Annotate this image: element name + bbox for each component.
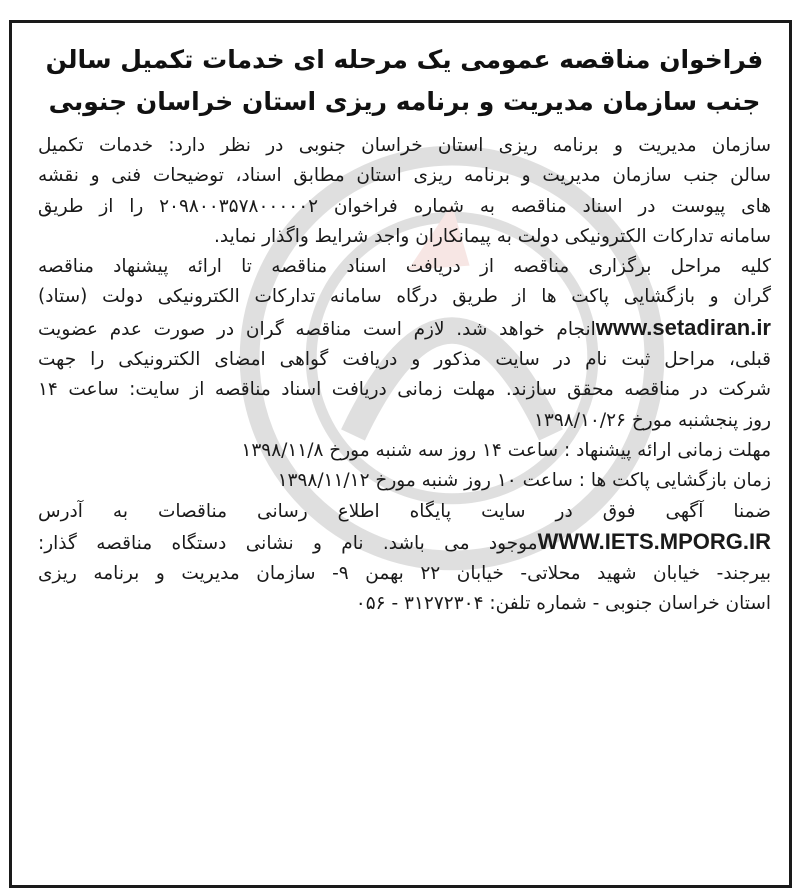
notice-frame [9,20,792,888]
setad-url-link[interactable]: www.setadiran.ir [595,314,771,340]
offer-deadline: مهلت زمانی ارائه پیشنهاد : ساعت ۱۴ روز سه شنبه مورخ ۱۳۹۸/۱۱/۸ [241,439,771,461]
notice-content [38,39,771,620]
body-line-text: انجام خواهد شد. لازم است مناقصه گران در صورت عدم عضویت [38,318,596,340]
body-line: بیرجند- خیابان شهید محلاتی- خیابان ۲۲ بهمن ۹- سازمان مدیریت و برنامه ریزی [38,563,771,585]
body-line: روز پنجشنبه مورخ ۱۳۹۸/۱۰/۲۶ [533,409,771,431]
body-line: های پیوست در اسناد مناقصه به شماره فراخوان ۲۰۹۸۰۰۳۵۷۸۰۰۰۰۰۲ را از طریق [38,195,771,217]
body-line: ضمنا آگهی فوق در سایت پایگاه اطلاع رسانی مناقصات به آدرس [38,500,771,522]
opening-time: زمان بازگشایی پاکت ها : ساعت ۱۰ روز شنبه مورخ ۱۳۹۸/۱۱/۱۲ [277,470,771,492]
iets-url-link[interactable]: WWW.IETS.MPORG.IR [537,528,771,554]
notice-title [38,39,771,123]
body-line: سامانه تدارکات الکترونیکی دولت به پیمانکاران واجد شرایط واگذار نماید. [214,225,771,247]
body-line-with-url [38,313,771,345]
body-line-with-url [38,527,771,559]
title-line-2: جنب سازمان مدیریت و برنامه ریزی استان خراسان جنوبی [48,87,761,116]
body-line: کلیه مراحل برگزاری مناقصه از دریافت اسناد مناقصه تا ارائه پیشنهاد مناقصه [38,256,771,278]
body-line: گران و بازگشایی پاکت ها از طریق درگاه سامانه تدارکات الکترونیکی دولت (ستاد) [38,286,771,308]
title-line-1: فراخوان مناقصه عمومی یک مرحله ای خدمات تکمیل سالن [45,45,764,74]
body-line: قبلی، مراحل ثبت نام در سایت مذکور و دریافت گواهی امضای الکترونیکی را جهت [38,349,771,371]
body-line-text: موجود می باشد. نام و نشانی دستگاه مناقصه گذار: [38,532,538,554]
body-line: سازمان مدیریت و برنامه ریزی استان خراسان جنوبی در نظر دارد: خدمات تکمیل [38,135,771,156]
body-line: استان خراسان جنوبی - شماره تلفن: ۳۱۲۷۲۳۰۴ - ۰۵۶ [355,593,771,615]
notice-body [38,131,771,620]
body-line: سالن جنب سازمان مدیریت و برنامه ریزی استان مطابق اسناد، توضیحات فنی و نقشه [38,165,771,187]
body-line: شرکت در مناقصه محقق سازند. مهلت زمانی دریافت اسناد مناقصه از سایت: ساعت ۱۴ [38,379,771,401]
